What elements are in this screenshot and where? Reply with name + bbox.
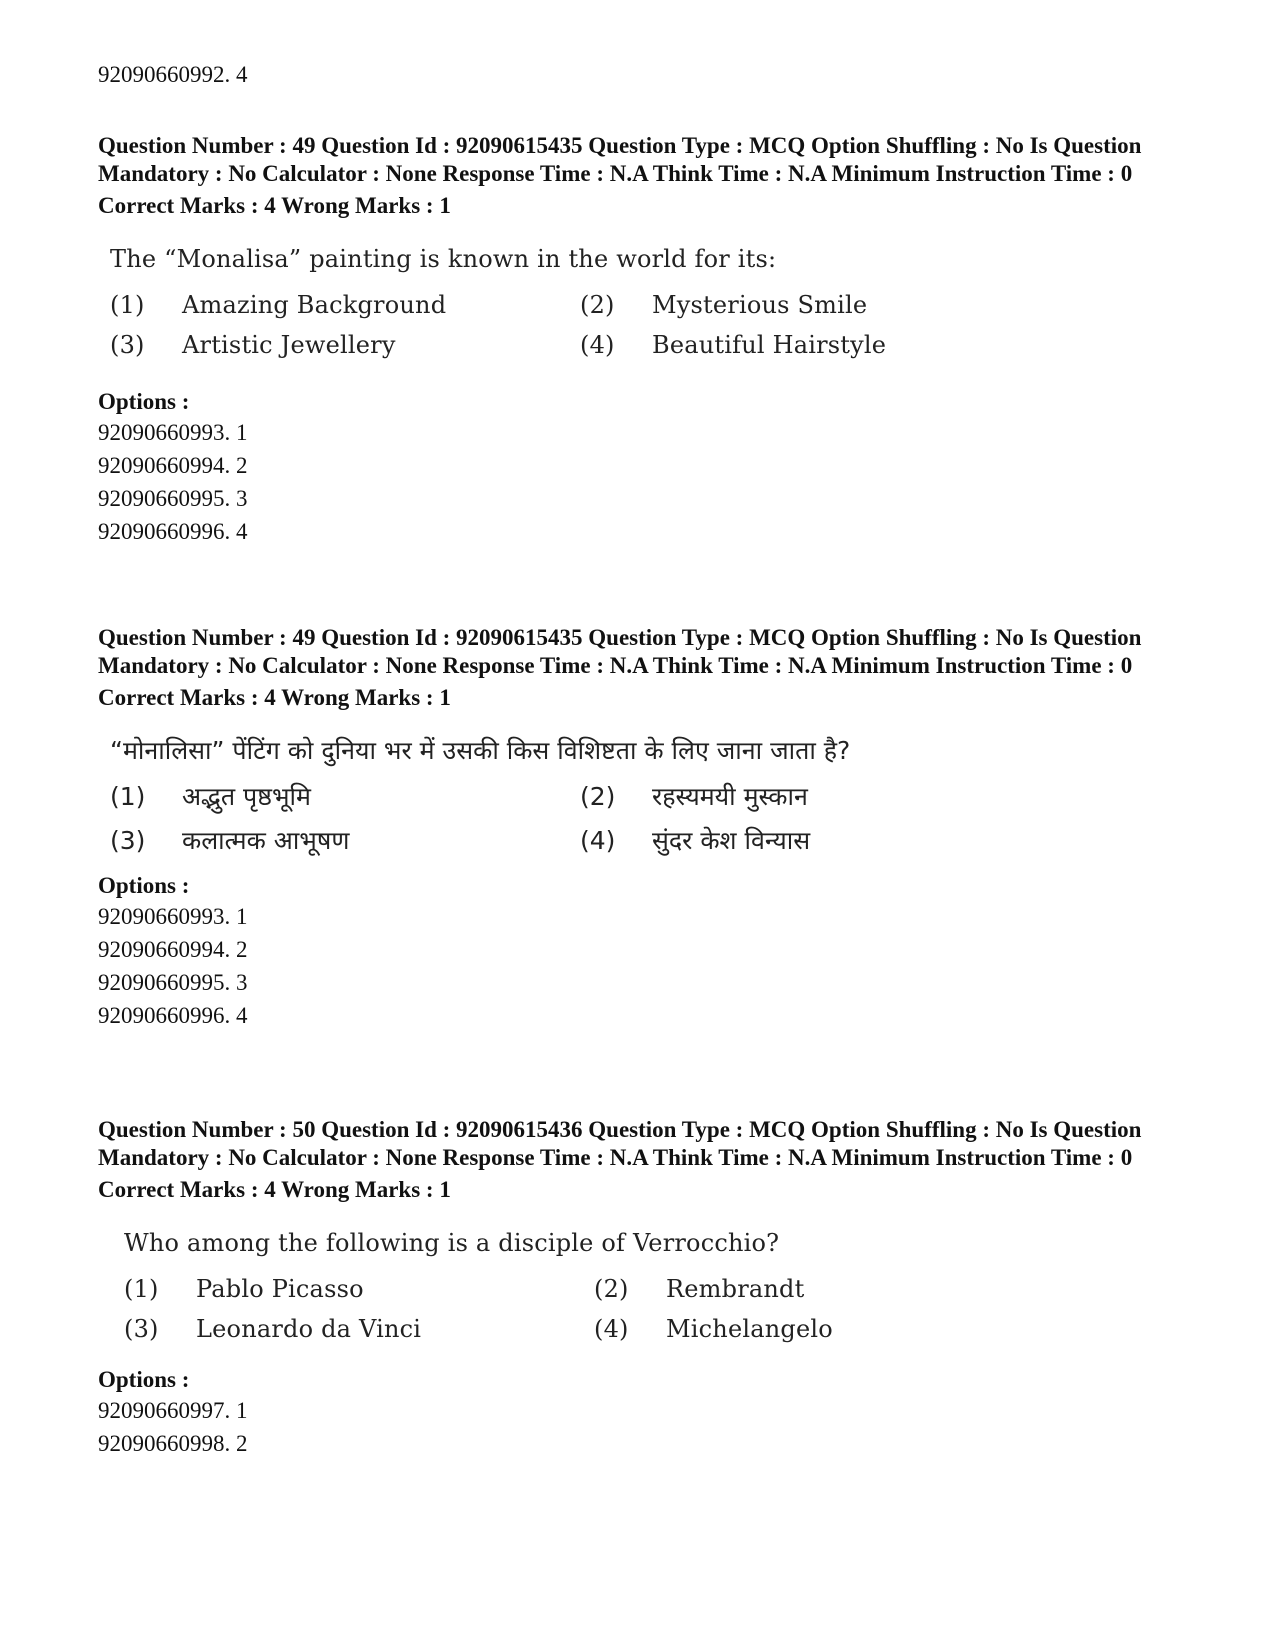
question-marks: Correct Marks : 4 Wrong Marks : 1 <box>98 1177 451 1202</box>
choice-number: (1) <box>110 291 145 319</box>
choice-item <box>580 824 1050 858</box>
choice-item <box>580 328 1050 362</box>
option-line: 92090660994. 2 <box>98 937 248 962</box>
choice-number: (2) <box>580 291 615 319</box>
question-stem: Who among the following is a disciple of Verrocchio? <box>124 1229 780 1257</box>
choice-number: (4) <box>594 1315 629 1343</box>
choice-number: (3) <box>110 331 145 359</box>
choice-text: Amazing Background <box>182 291 447 319</box>
question-block-50-english <box>98 1116 1198 1460</box>
choice-item <box>580 780 1050 814</box>
option-line: 92090660995. 3 <box>98 970 248 995</box>
choice-text: Rembrandt <box>666 1275 805 1303</box>
options-heading: Options : <box>98 389 190 414</box>
choice-number: (1) <box>110 782 146 811</box>
choice-item <box>110 328 580 362</box>
choice-grid <box>110 780 1198 858</box>
options-list <box>98 416 1198 548</box>
choice-grid <box>110 288 1198 362</box>
choice-text: कलात्मक आभूषण <box>182 826 350 855</box>
option-line: 92090660993. 1 <box>98 904 248 929</box>
choice-number: (2) <box>580 782 616 811</box>
choice-grid <box>124 1272 1198 1346</box>
choice-item <box>124 1312 594 1346</box>
choice-text: Leonardo da Vinci <box>196 1315 422 1343</box>
choice-number: (4) <box>580 331 615 359</box>
choice-text: Pablo Picasso <box>196 1275 364 1303</box>
question-image <box>98 1226 1198 1346</box>
question-image <box>98 734 1198 858</box>
choice-text: Michelangelo <box>666 1315 833 1343</box>
question-image <box>98 242 1198 362</box>
choice-number: (3) <box>110 826 146 855</box>
choice-item <box>594 1272 1064 1306</box>
option-line: 92090660996. 4 <box>98 519 248 544</box>
question-meta: Question Number : 50 Question Id : 92090615436 Question Type : MCQ Option Shuffling : No Is Question Mandatory : No Calculator : None Response Time : N.A Think Time : N.A Minimum Instruction Time : 0 <box>98 1117 1142 1170</box>
choice-text: सुंदर केश विन्यास <box>652 826 811 855</box>
choice-item <box>110 288 580 322</box>
options-heading: Options : <box>98 1367 190 1392</box>
option-line: 92090660995. 3 <box>98 486 248 511</box>
question-block-49-english <box>98 132 1198 548</box>
option-line: 92090660992. 4 <box>98 62 248 87</box>
question-marks: Correct Marks : 4 Wrong Marks : 1 <box>98 193 451 218</box>
choice-text: अद्भुत पृष्ठभूमि <box>182 782 311 811</box>
question-marks: Correct Marks : 4 Wrong Marks : 1 <box>98 685 451 710</box>
choice-number: (2) <box>594 1275 629 1303</box>
option-line: 92090660993. 1 <box>98 420 248 445</box>
option-line: 92090660994. 2 <box>98 453 248 478</box>
choice-item <box>110 780 580 814</box>
choice-text: Artistic Jewellery <box>182 331 396 359</box>
choice-item <box>110 824 580 858</box>
choice-number: (1) <box>124 1275 159 1303</box>
option-line: 92090660997. 1 <box>98 1398 248 1423</box>
option-line: 92090660996. 4 <box>98 1003 248 1028</box>
question-block-49-hindi <box>98 624 1198 1032</box>
choice-text: रहस्यमयी मुस्कान <box>652 782 808 811</box>
question-stem: The “Monalisa” painting is known in the world for its: <box>110 245 777 273</box>
choice-number: (3) <box>124 1315 159 1343</box>
choice-item <box>594 1312 1064 1346</box>
question-meta: Question Number : 49 Question Id : 92090615435 Question Type : MCQ Option Shuffling : No Is Question Mandatory : No Calculator : None Response Time : N.A Think Time : N.A Minimum Instruction Time : 0 <box>98 133 1142 186</box>
option-line: 92090660998. 2 <box>98 1431 248 1456</box>
question-meta: Question Number : 49 Question Id : 92090615435 Question Type : MCQ Option Shuffling : No Is Question Mandatory : No Calculator : None Response Time : N.A Think Time : N.A Minimum Instruction Time : 0 <box>98 625 1142 678</box>
choice-text: Mysterious Smile <box>652 291 868 319</box>
choice-number: (4) <box>580 826 616 855</box>
options-list <box>98 1394 1198 1460</box>
options-heading: Options : <box>98 873 190 898</box>
question-stem: “मोनालिसा” पेंटिंग को दुनिया भर में उसकी किस विशिष्टता के लिए जाना जाता है? <box>110 736 851 765</box>
options-list <box>98 900 1198 1032</box>
choice-text: Beautiful Hairstyle <box>652 331 887 359</box>
choice-item <box>580 288 1050 322</box>
choice-item <box>124 1272 594 1306</box>
